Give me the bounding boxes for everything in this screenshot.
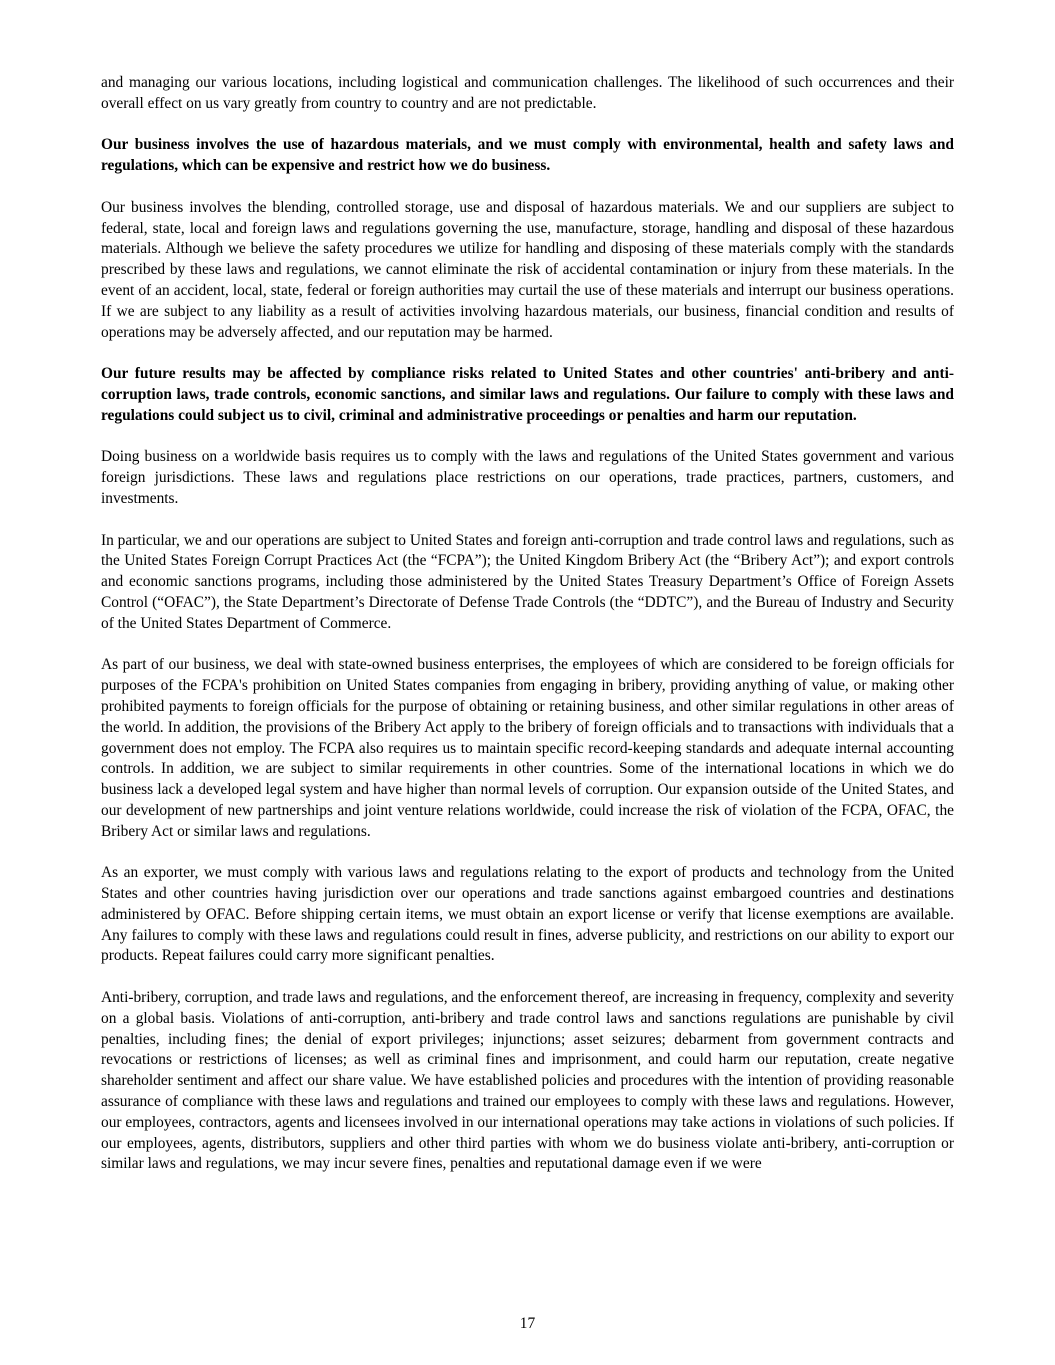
paragraph: and managing our various locations, including logistical and communication challenges. The likelihood of such occurrences and their overall effect on us vary greatly from country to country and are not predictable. — [101, 74, 954, 112]
document-body — [101, 73, 954, 1196]
page-number: 17 — [519, 1315, 536, 1332]
paragraph: In particular, we and our operations are subject to United States and foreign anti-corruption and trade control laws and regulations, such as the United States Foreign Corrupt Practices Act (the “FCPA”); the United Kingdom Bribery Act (the “Bribery Act”); and export controls and economic sanctions programs, including those administered by the United States Treasury Department’s Office of Foreign Assets Control (“OFAC”), the State Department’s Directorate of Defense Trade Controls (the “DDTC”), and the Bureau of Industry and Security of the United States Department of Commerce. — [101, 531, 954, 632]
risk-heading-anti-bribery: Our future results may be affected by compliance risks related to United States and other countries' anti-bribery and anti-corruption laws, trade controls, economic sanctions, and similar laws and regulations. Our failure to comply with these laws and regulations could subject us to civil, criminal and administrative proceedings or penalties and harm our reputation. — [101, 365, 954, 424]
paragraph: Our business involves the blending, controlled storage, use and disposal of hazardous materials. We and our suppliers are subject to federal, state, local and foreign laws and regulations governing the use, manufacture, storage, handling and disposal of these hazardous materials. Although we believe the safety procedures we utilize for handling and disposing of these materials comply with the standards prescribed by these laws and regulations, we cannot eliminate the risk of accidental contamination or injury from these materials. In the event of an accident, local, state, federal or foreign authorities may curtail the use of these materials and interrupt our business operations. If we are subject to any liability as a result of activities involving hazardous materials, our business, financial condition and results of operations may be adversely affected, and our reputation may be harmed. — [101, 198, 954, 341]
paragraph: Doing business on a worldwide basis requires us to comply with the laws and regulations of the United States government and various foreign jurisdictions. These laws and regulations place restrictions on our operations, trade practices, partners, customers, and investments. — [101, 448, 954, 507]
paragraph: As an exporter, we must comply with various laws and regulations relating to the export of products and technology from the United States and other countries having jurisdiction over our operations and trade sanctions against embargoed countries and destinations administered by OFAC. Before shipping certain items, we must obtain an export license or verify that license exemptions are available. Any failures to comply with these laws and regulations could result in fines, adverse publicity, and restrictions on our ability to export our products. Repeat failures could carry more significant penalties. — [101, 864, 954, 965]
paragraph: Anti-bribery, corruption, and trade laws and regulations, and the enforcement thereof, are increasing in frequency, complexity and severity on a global basis. Violations of anti-corruption, anti-bribery and trade control laws and sanctions regulations are punishable by civil penalties, including fines; the denial of export privileges; injunctions; asset seizures; debarment from government contracts and revocations or restrictions of licenses; as well as criminal fines and imprisonment, and could harm our reputation, create negative shareholder sentiment and affect our share value. We have established policies and procedures with the intention of providing reasonable assurance of compliance with these laws and regulations and trained our employees to comply with these laws and regulations. However, our employees, contractors, agents and licensees involved in our international operations may take actions in violations of such policies. If our employees, agents, distributors, suppliers and other third parties with whom we do business violate anti-bribery, anti-corruption or similar laws and regulations, we may incur severe fines, penalties and reputational damage even if we were — [101, 989, 954, 1173]
paragraph: As part of our business, we deal with state-owned business enterprises, the employees of which are considered to be foreign officials for purposes of the FCPA's prohibition on United States companies from engaging in bribery, providing anything of value, or making other prohibited payments to foreign officials for the purpose of obtaining or retaining business, and other similar regulations in other areas of the world. In addition, the provisions of the Bribery Act apply to the bribery of foreign officials and to transactions with individuals that a government does not employ. The FCPA also requires us to maintain specific record-keeping standards and adequate internal accounting controls. In addition, we are subject to similar requirements in other countries. Some of the international locations in which we do business lack a developed legal system and have higher than normal levels of corruption. Our expansion outside of the United States, and our development of new partnerships and joint venture relations worldwide, could increase the risk of violation of the FCPA, OFAC, the Bribery Act or similar laws and regulations. — [101, 656, 954, 840]
risk-heading-hazardous-materials: Our business involves the use of hazardous materials, and we must comply with environmental, health and safety laws and regulations, which can be expensive and restrict how we do business. — [101, 136, 954, 175]
